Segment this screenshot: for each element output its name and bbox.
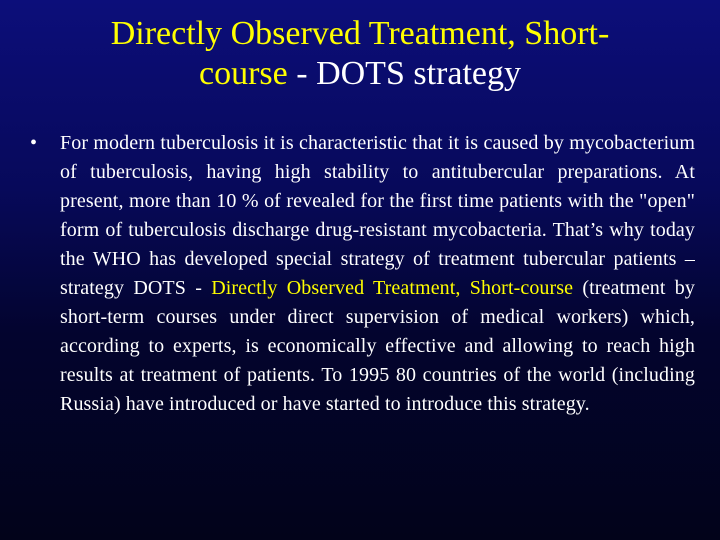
bullet-text-highlight: Directly Observed Treatment, Short-course (211, 277, 574, 299)
slide-title-highlight-continued: course (199, 55, 288, 92)
bullet-text (60, 129, 695, 419)
slide-title (40, 14, 680, 94)
bullet-text-part1: For modern tuberculosis it is characteristic that it is caused by mycobacterium of tuberculosis, having high stability to antitubercular preparations. At present, more than 10 % of revealed for the first time patients with the "open" form of tuberculosis discharge drug-resistant mycobacteria. That’s why today the WHO has developed special strategy of treatment tubercular patients – strategy DOTS - (60, 132, 695, 299)
bullet-marker: • (30, 132, 38, 154)
slide-title-highlight: Directly Observed Treatment, Short- (110, 15, 610, 52)
bullet-item (30, 129, 695, 419)
slide-title-rest: - DOTS strategy (287, 55, 521, 92)
bullet-text-part2: (treatment by short-term courses under direct supervision of medical workers) which, according to experts, is economically effective and allowing to reach high results at treatment of patients. To 1995 80 countries of the world (including Russia) have introduced or have started to introduce this strategy. (60, 277, 695, 415)
